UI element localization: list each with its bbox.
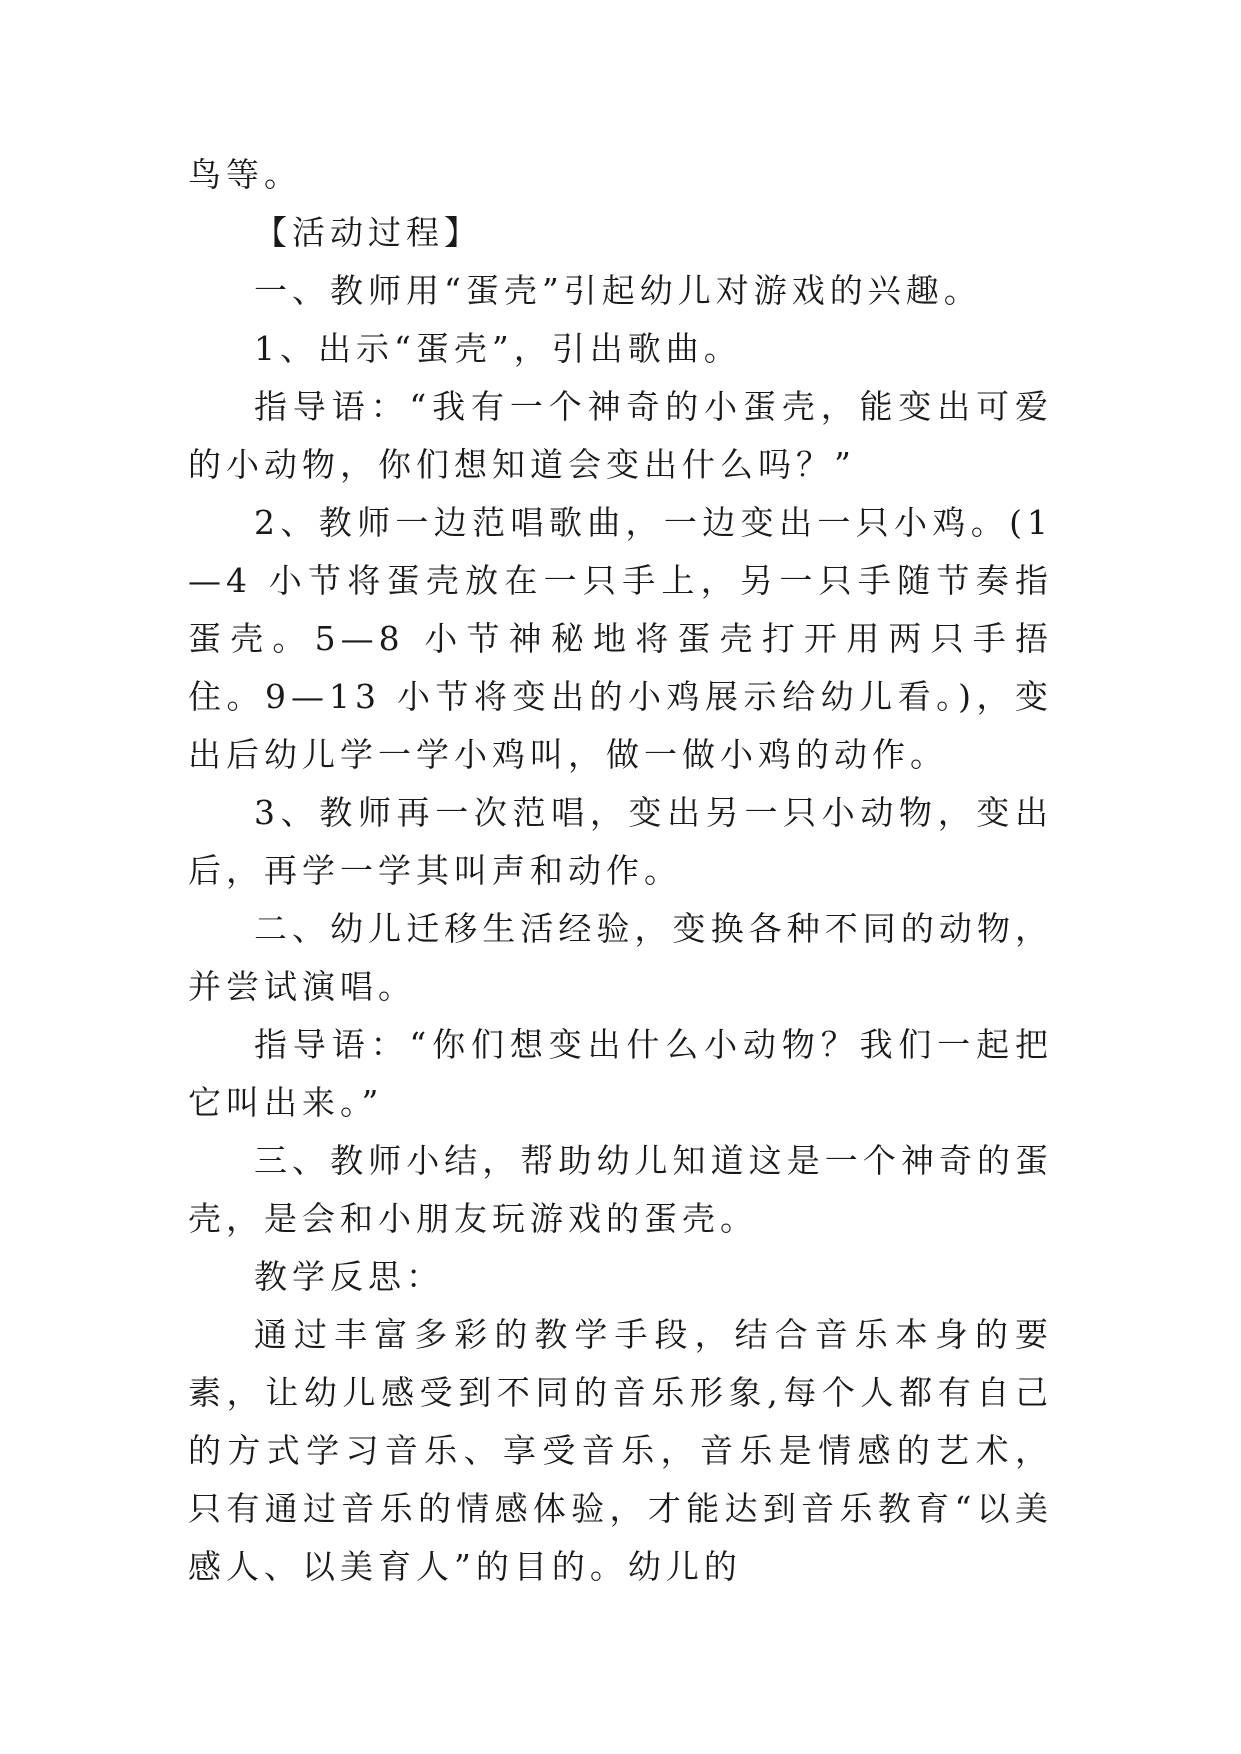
step-one-item-1: 1、出示“蛋壳”，引出歌曲。 [254, 329, 742, 368]
step-three-heading: 三、教师小结，帮助幼儿知道这是一个神奇的蛋壳，是会和小朋友玩游戏的蛋壳。 [188, 1141, 1053, 1238]
step-one-heading: 一、教师用“蛋壳”引起幼儿对游戏的兴趣。 [254, 271, 982, 310]
section-heading-activity-process: 【活动过程】 [254, 213, 482, 252]
step-one-item-3: 3、教师再一次范唱，变出另一只小动物，变出后，再学一学其叫声和动作。 [188, 793, 1053, 890]
guidance-text-2: 指导语：“你们想变出什么小动物？我们一起把它叫出来。” [188, 1025, 1053, 1122]
document-body [188, 146, 1053, 1596]
step-two-heading: 二、幼儿迁移生活经验，变换各种不同的动物，并尝试演唱。 [188, 909, 1053, 1006]
paragraph-continuation: 鸟等。 [188, 155, 302, 194]
reflection-paragraph: 通过丰富多彩的教学手段，结合音乐本身的要素，让幼儿感受到不同的音乐形象,每个人都有自己的方式学习音乐、享受音乐，音乐是情感的艺术，只有通过音乐的情感体验，才能达到音乐教育“以美感人、以美育人”的目的。幼儿的 [188, 1315, 1053, 1586]
step-one-item-2: 2、教师一边范唱歌曲，一边变出一只小鸡。(1—4 小节将蛋壳放在一只手上，另一只手随节奏指蛋壳。5—8 小节神秘地将蛋壳打开用两只手捂住。9—13 小节将变出的小鸡展示给幼儿看。)，变出后幼儿学一学小鸡叫，做一做小鸡的动作。 [188, 503, 1053, 774]
reflection-heading: 教学反思： [254, 1257, 444, 1296]
guidance-text-1: 指导语：“我有一个神奇的小蛋壳，能变出可爱的小动物，你们想知道会变出什么吗？” [188, 387, 1053, 484]
